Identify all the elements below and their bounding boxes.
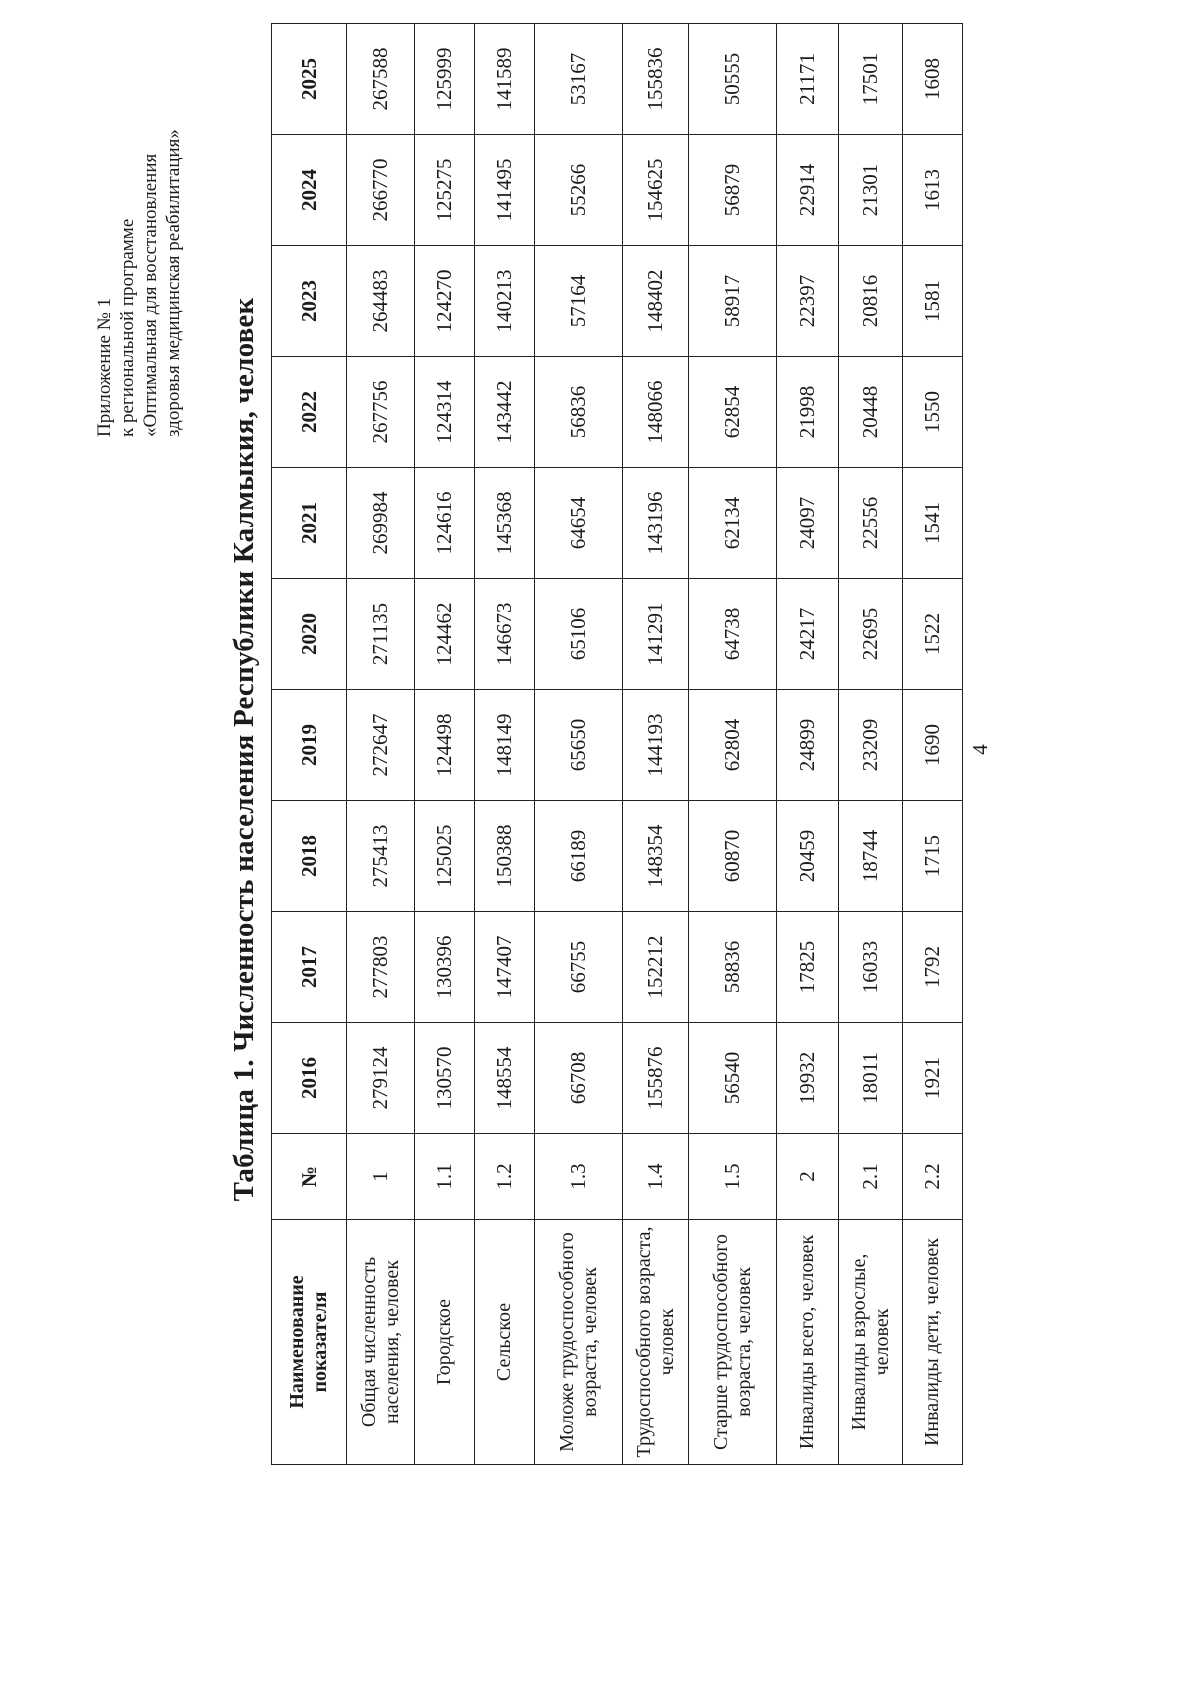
value-cell: 272647 (347, 690, 415, 801)
value-cell: 21998 (777, 357, 839, 468)
value-cell: 264483 (347, 246, 415, 357)
value-cell: 124314 (415, 357, 475, 468)
annex-line: к региональной программе (117, 218, 138, 437)
value-cell: 155836 (623, 24, 689, 135)
row-number-cell: 1.1 (415, 1134, 475, 1220)
table-row (475, 24, 535, 1465)
header-year: 2021 (272, 468, 347, 579)
value-cell: 22556 (839, 468, 903, 579)
value-cell: 147407 (475, 912, 535, 1023)
value-cell: 62804 (689, 690, 777, 801)
header-year: 2024 (272, 135, 347, 246)
value-cell: 266770 (347, 135, 415, 246)
page-number: 4 (968, 744, 992, 755)
row-number-cell: 1.4 (623, 1134, 689, 1220)
header-indicator-name: Наименование показателя (272, 1220, 347, 1465)
row-number-cell: 2 (777, 1134, 839, 1220)
value-cell: 141589 (475, 24, 535, 135)
row-number-cell: 1 (347, 1134, 415, 1220)
value-cell: 130570 (415, 1023, 475, 1134)
value-cell: 148066 (623, 357, 689, 468)
row-number-cell: 1.3 (535, 1134, 623, 1220)
annex-line: Приложение № 1 (94, 297, 115, 437)
value-cell: 21171 (777, 24, 839, 135)
header-year: 2020 (272, 579, 347, 690)
header-number: № (272, 1134, 347, 1220)
value-cell: 22397 (777, 246, 839, 357)
indicator-name-cell: Сельское (475, 1220, 535, 1465)
indicator-name-cell: Инвалиды дети, человек (903, 1220, 963, 1465)
row-number-cell: 1.2 (475, 1134, 535, 1220)
value-cell: 143442 (475, 357, 535, 468)
value-cell: 20816 (839, 246, 903, 357)
indicator-name-cell: Трудоспособного возраста, человек (623, 1220, 689, 1465)
indicator-name-cell: Инвалиды взрослые, человек (839, 1220, 903, 1465)
indicator-name-cell: Инвалиды всего, человек (777, 1220, 839, 1465)
value-cell: 275413 (347, 801, 415, 912)
value-cell: 66189 (535, 801, 623, 912)
table-row (777, 24, 839, 1465)
value-cell: 1608 (903, 24, 963, 135)
value-cell: 124616 (415, 468, 475, 579)
table-row (623, 24, 689, 1465)
population-table-container (271, 23, 963, 1465)
header-year: 2018 (272, 801, 347, 912)
table-title: Таблица 1. Численность населения Республики Калмыкия, человек (228, 297, 260, 1202)
value-cell: 124462 (415, 579, 475, 690)
value-cell: 62134 (689, 468, 777, 579)
value-cell: 50555 (689, 24, 777, 135)
table-row (535, 24, 623, 1465)
value-cell: 17501 (839, 24, 903, 135)
value-cell: 53167 (535, 24, 623, 135)
value-cell: 24899 (777, 690, 839, 801)
annex-line: «Оптимальная для восстановления (140, 153, 161, 437)
table-row (689, 24, 777, 1465)
value-cell: 154625 (623, 135, 689, 246)
value-cell: 58836 (689, 912, 777, 1023)
table-row (347, 24, 415, 1465)
value-cell: 66755 (535, 912, 623, 1023)
value-cell: 1541 (903, 468, 963, 579)
header-year: 2023 (272, 246, 347, 357)
annex-line: здоровья медицинская реабилитация» (163, 129, 184, 437)
value-cell: 56879 (689, 135, 777, 246)
value-cell: 1792 (903, 912, 963, 1023)
value-cell: 145368 (475, 468, 535, 579)
value-cell: 130396 (415, 912, 475, 1023)
table-row (839, 24, 903, 1465)
value-cell: 60870 (689, 801, 777, 912)
row-number-cell: 2.1 (839, 1134, 903, 1220)
value-cell: 1550 (903, 357, 963, 468)
value-cell: 64654 (535, 468, 623, 579)
row-number-cell: 1.5 (689, 1134, 777, 1220)
value-cell: 141291 (623, 579, 689, 690)
value-cell: 24097 (777, 468, 839, 579)
value-cell: 267756 (347, 357, 415, 468)
value-cell: 141495 (475, 135, 535, 246)
value-cell: 148554 (475, 1023, 535, 1134)
value-cell: 269984 (347, 468, 415, 579)
value-cell: 22695 (839, 579, 903, 690)
value-cell: 150388 (475, 801, 535, 912)
value-cell: 277803 (347, 912, 415, 1023)
value-cell: 148354 (623, 801, 689, 912)
value-cell: 56836 (535, 357, 623, 468)
header-year: 2025 (272, 24, 347, 135)
value-cell: 20459 (777, 801, 839, 912)
value-cell: 140213 (475, 246, 535, 357)
table-header-row (272, 24, 347, 1465)
annex-note (93, 77, 185, 437)
value-cell: 148402 (623, 246, 689, 357)
value-cell: 146673 (475, 579, 535, 690)
value-cell: 1613 (903, 135, 963, 246)
value-cell: 1581 (903, 246, 963, 357)
population-table (271, 23, 963, 1465)
value-cell: 57164 (535, 246, 623, 357)
value-cell: 23209 (839, 690, 903, 801)
value-cell: 124270 (415, 246, 475, 357)
value-cell: 64738 (689, 579, 777, 690)
value-cell: 1690 (903, 690, 963, 801)
value-cell: 148149 (475, 690, 535, 801)
value-cell: 55266 (535, 135, 623, 246)
value-cell: 1921 (903, 1023, 963, 1134)
value-cell: 21301 (839, 135, 903, 246)
value-cell: 16033 (839, 912, 903, 1023)
value-cell: 18011 (839, 1023, 903, 1134)
value-cell: 24217 (777, 579, 839, 690)
indicator-name-cell: Городское (415, 1220, 475, 1465)
value-cell: 20448 (839, 357, 903, 468)
value-cell: 65650 (535, 690, 623, 801)
indicator-name-cell: Общая численность населения, человек (347, 1220, 415, 1465)
value-cell: 143196 (623, 468, 689, 579)
value-cell: 267588 (347, 24, 415, 135)
value-cell: 124498 (415, 690, 475, 801)
value-cell: 152212 (623, 912, 689, 1023)
value-cell: 279124 (347, 1023, 415, 1134)
value-cell: 17825 (777, 912, 839, 1023)
header-year: 2017 (272, 912, 347, 1023)
table-row (415, 24, 475, 1465)
indicator-name-cell: Старше трудоспособного возраста, человек (689, 1220, 777, 1465)
indicator-name-cell: Моложе трудоспособного возраста, человек (535, 1220, 623, 1465)
value-cell: 58917 (689, 246, 777, 357)
value-cell: 22914 (777, 135, 839, 246)
value-cell: 1715 (903, 801, 963, 912)
value-cell: 18744 (839, 801, 903, 912)
value-cell: 144193 (623, 690, 689, 801)
value-cell: 271135 (347, 579, 415, 690)
header-year: 2016 (272, 1023, 347, 1134)
value-cell: 66708 (535, 1023, 623, 1134)
value-cell: 125025 (415, 801, 475, 912)
header-year: 2019 (272, 690, 347, 801)
value-cell: 19932 (777, 1023, 839, 1134)
value-cell: 125999 (415, 24, 475, 135)
table-row (903, 24, 963, 1465)
row-number-cell: 2.2 (903, 1134, 963, 1220)
value-cell: 125275 (415, 135, 475, 246)
value-cell: 62854 (689, 357, 777, 468)
value-cell: 155876 (623, 1023, 689, 1134)
value-cell: 65106 (535, 579, 623, 690)
value-cell: 56540 (689, 1023, 777, 1134)
value-cell: 1522 (903, 579, 963, 690)
header-year: 2022 (272, 357, 347, 468)
